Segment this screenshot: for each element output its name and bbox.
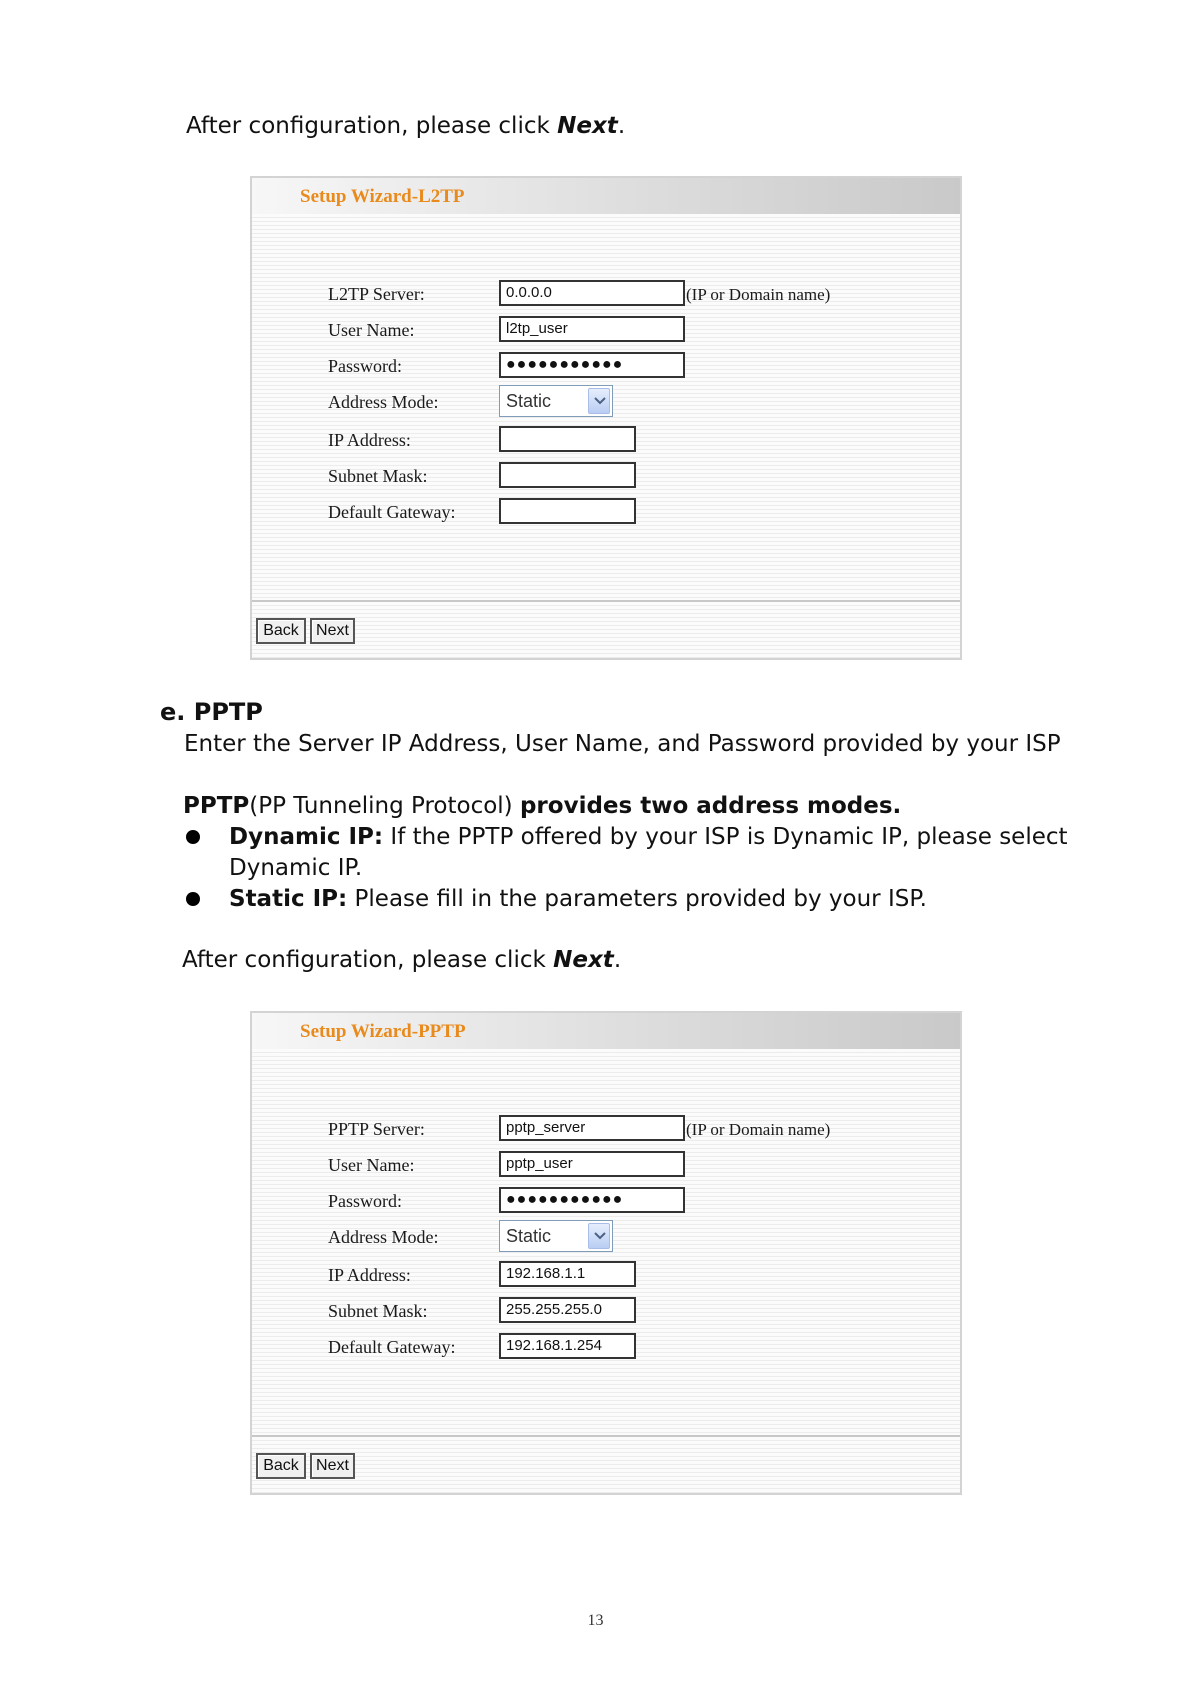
pptp-username-input[interactable]: pptp_user bbox=[499, 1151, 685, 1177]
pptp-gateway-input[interactable]: 192.168.1.254 bbox=[499, 1333, 636, 1359]
pptp-modes-suffix: provides two address modes. bbox=[519, 793, 902, 819]
pptp-ip-label: IP Address: bbox=[328, 1265, 411, 1285]
pptp-after-post: . bbox=[613, 947, 622, 973]
pptp-next-button[interactable]: Next bbox=[310, 1453, 355, 1479]
l2tp-subnet-input[interactable] bbox=[499, 462, 636, 488]
l2tp-panel-title: Setup Wizard-L2TP bbox=[300, 186, 465, 207]
pptp-subnet-label: Subnet Mask: bbox=[328, 1301, 428, 1321]
l2tp-ip-input[interactable] bbox=[499, 426, 636, 452]
intro-l2tp-action: Next bbox=[557, 113, 618, 139]
pptp-after-pre: After configuration, please click bbox=[182, 947, 554, 973]
pptp-wizard-panel bbox=[250, 1011, 962, 1495]
chevron-down-icon[interactable] bbox=[588, 388, 610, 414]
intro-l2tp-text bbox=[186, 111, 625, 141]
l2tp-username-label: User Name: bbox=[328, 320, 415, 340]
pptp-bullet-dynamic-label: Dynamic IP: bbox=[229, 824, 384, 850]
pptp-panel-title: Setup Wizard-PPTP bbox=[300, 1021, 466, 1042]
pptp-server-input[interactable]: pptp_server bbox=[499, 1115, 685, 1141]
l2tp-ip-label: IP Address: bbox=[328, 430, 411, 450]
bullet-icon bbox=[186, 892, 200, 906]
pptp-back-button[interactable]: Back bbox=[256, 1453, 306, 1479]
l2tp-password-input[interactable]: ●●●●●●●●●●● bbox=[499, 352, 685, 378]
pptp-after-action: Next bbox=[553, 947, 614, 973]
pptp-intro-line: Enter the Server IP Address, User Name, and Password provided by your ISP bbox=[184, 731, 1061, 757]
pptp-server-hint: (IP or Domain name) bbox=[686, 1120, 831, 1139]
pptp-username-label: User Name: bbox=[328, 1155, 415, 1175]
l2tp-subnet-label: Subnet Mask: bbox=[328, 466, 428, 486]
pptp-panel-header bbox=[252, 1013, 960, 1049]
l2tp-address-mode-select[interactable] bbox=[499, 385, 613, 417]
pptp-server-label: PPTP Server: bbox=[328, 1119, 425, 1139]
pptp-address-mode-select[interactable] bbox=[499, 1220, 613, 1252]
pptp-modes-middle: (PP Tunneling Protocol) bbox=[249, 793, 520, 819]
l2tp-panel-header bbox=[252, 178, 960, 214]
pptp-bullet-static-text: Please fill in the parameters provided by your ISP. bbox=[347, 886, 927, 912]
intro-l2tp-post: . bbox=[617, 113, 626, 139]
page-number: 13 bbox=[587, 1612, 604, 1629]
pptp-bullet-static bbox=[229, 884, 927, 914]
pptp-modes-prefix: PPTP bbox=[183, 793, 250, 819]
pptp-heading: e. PPTP bbox=[160, 698, 263, 726]
intro-l2tp-pre: After configuration, please click bbox=[186, 113, 558, 139]
l2tp-next-button[interactable]: Next bbox=[310, 618, 355, 644]
l2tp-server-hint: (IP or Domain name) bbox=[686, 285, 831, 304]
l2tp-server-label: L2TP Server: bbox=[328, 284, 425, 304]
pptp-bullet-dynamic-text: If the PPTP offered by your ISP is Dynamic IP, please select bbox=[383, 824, 1068, 850]
l2tp-address-mode-label: Address Mode: bbox=[328, 392, 439, 412]
pptp-bullet-dynamic bbox=[229, 822, 1068, 852]
pptp-after-config-text bbox=[182, 945, 621, 975]
pptp-ip-input[interactable]: 192.168.1.1 bbox=[499, 1261, 636, 1287]
l2tp-server-input[interactable]: 0.0.0.0 bbox=[499, 280, 685, 306]
pptp-address-mode-value: Static bbox=[506, 1226, 552, 1246]
pptp-gateway-label: Default Gateway: bbox=[328, 1337, 456, 1357]
pptp-panel-divider bbox=[252, 1435, 960, 1437]
l2tp-back-button[interactable]: Back bbox=[256, 618, 306, 644]
l2tp-wizard-panel bbox=[250, 176, 962, 660]
l2tp-address-mode-value: Static bbox=[506, 391, 552, 411]
pptp-subnet-input[interactable]: 255.255.255.0 bbox=[499, 1297, 636, 1323]
l2tp-gateway-input[interactable] bbox=[499, 498, 636, 524]
l2tp-password-label: Password: bbox=[328, 356, 403, 376]
pptp-password-label: Password: bbox=[328, 1191, 403, 1211]
pptp-modes-line bbox=[183, 791, 901, 821]
bullet-icon bbox=[186, 830, 200, 844]
l2tp-username-input[interactable]: l2tp_user bbox=[499, 316, 685, 342]
pptp-password-input[interactable]: ●●●●●●●●●●● bbox=[499, 1187, 685, 1213]
pptp-bullet-dynamic-cont: Dynamic IP. bbox=[229, 855, 363, 881]
chevron-down-icon[interactable] bbox=[588, 1223, 610, 1249]
l2tp-gateway-label: Default Gateway: bbox=[328, 502, 456, 522]
pptp-address-mode-label: Address Mode: bbox=[328, 1227, 439, 1247]
pptp-bullet-static-label: Static IP: bbox=[229, 886, 348, 912]
l2tp-panel-divider bbox=[252, 600, 960, 602]
